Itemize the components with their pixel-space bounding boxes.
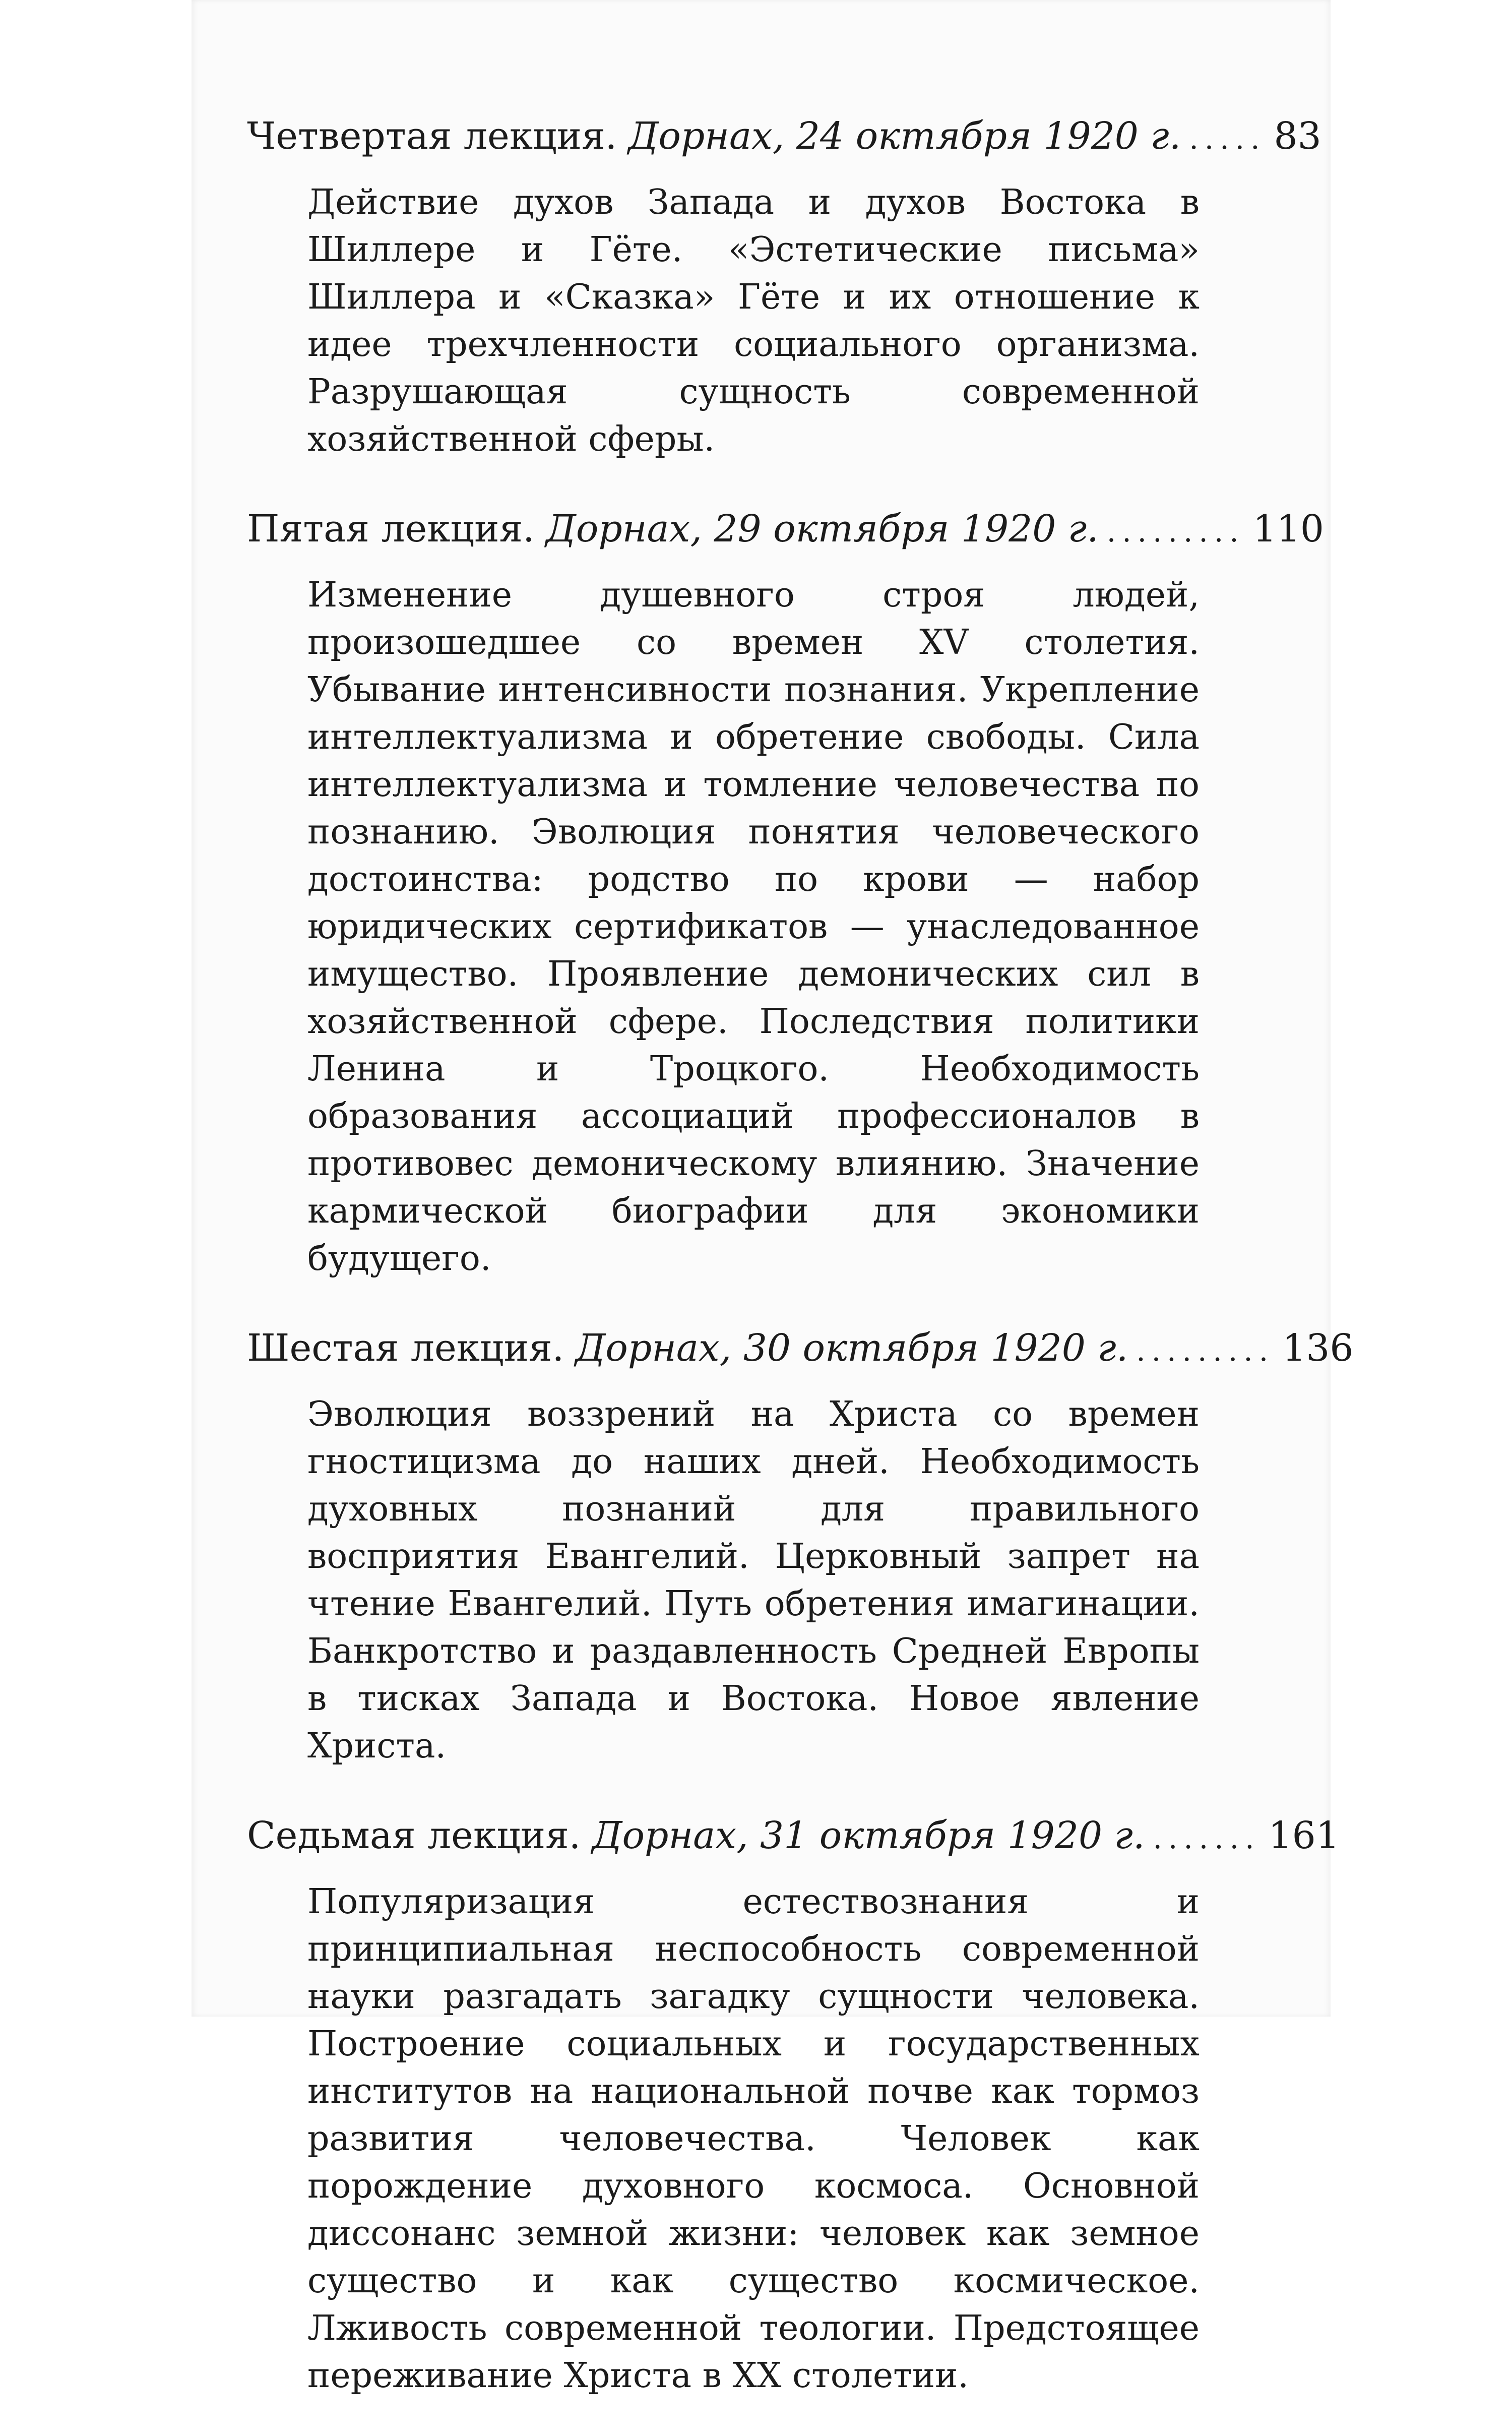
entry-place-date: Дорнах, 30 октября 1920 г. bbox=[575, 1326, 1128, 1370]
entry-place-date: Дорнах, 31 октября 1920 г. bbox=[592, 1814, 1145, 1857]
toc-entry bbox=[247, 1318, 1354, 1770]
leader-dots: ....... bbox=[1153, 1821, 1261, 1855]
toc-entry bbox=[247, 1805, 1340, 2400]
entry-title: Пятая лекция. bbox=[247, 507, 535, 551]
toc-entry bbox=[247, 499, 1324, 1283]
entry-description: Популяризация естествознания и принципиальная неспособность современной науки разгадать загадку сущности человека. Построение социальных и государственных институтов на национальной почве как тормоз развития человечества. Человек как порождение духовного космоса. Основной диссонанс земной жизни: человек как земное существо и как существо космическое. Лживость современной теологии. Предстоящее переживание Христа в XX столетии. bbox=[307, 1882, 1200, 2396]
entry-description: Действие духов Запада и духов Востока в Шиллере и Гёте. «Эстетические письма» Шиллера и «Сказка» Гёте и их отношение к идее трехчленности социального организма. Разрушающая сущность современной хозяйственной сферы. bbox=[307, 182, 1200, 459]
entry-title: Четвертая лекция. bbox=[247, 114, 617, 158]
entry-heading bbox=[247, 106, 1321, 169]
leader-dots: ..... bbox=[1189, 121, 1266, 156]
leader-dots: ......... bbox=[1106, 514, 1245, 549]
entry-heading bbox=[247, 499, 1324, 562]
entry-description: Изменение душевного строя людей, произошедшее со времен XV столетия. Убывание интенсивности познания. Укрепление интеллектуализма и обретение свободы. Сила интеллектуализма и томление человечества по познанию. Эволюция понятия человеческого достоинства: родство по крови — набор юридических сертификатов — унаследованное имущество. Проявление демонических сил в хозяйственной сфере. Последствия политики Ленина и Троцкого. Необходимость образования ассоциаций профессионалов в противовес демоническому влиянию. Значение кармической биографии для экономики будущего. bbox=[307, 575, 1200, 1279]
entry-title: Шестая лекция. bbox=[247, 1326, 564, 1370]
entry-page-number: 136 bbox=[1282, 1326, 1354, 1370]
entry-heading bbox=[247, 1318, 1354, 1381]
table-of-contents bbox=[247, 106, 1354, 2435]
entry-page-number: 161 bbox=[1268, 1814, 1340, 1857]
entry-place-date: Дорнах, 24 октября 1920 г. bbox=[628, 114, 1181, 158]
entry-page-number: 110 bbox=[1252, 507, 1324, 551]
entry-title: Седьмая лекция. bbox=[247, 1814, 581, 1857]
entry-description: Эволюция воззрений на Христа со времен гностицизма до наших дней. Необходимость духовных познаний для правильного восприятия Евангелий. Церковный запрет на чтение Евангелий. Путь обретения имагинации. Банкротство и раздавленность Средней Европы в тисках Запада и Востока. Новое явление Христа. bbox=[307, 1394, 1200, 1766]
entry-heading bbox=[247, 1805, 1340, 1868]
entry-page-number: 83 bbox=[1274, 114, 1321, 158]
leader-dots: ......... bbox=[1136, 1333, 1275, 1368]
toc-entry bbox=[247, 106, 1321, 463]
entry-place-date: Дорнах, 29 октября 1920 г. bbox=[545, 507, 1099, 551]
